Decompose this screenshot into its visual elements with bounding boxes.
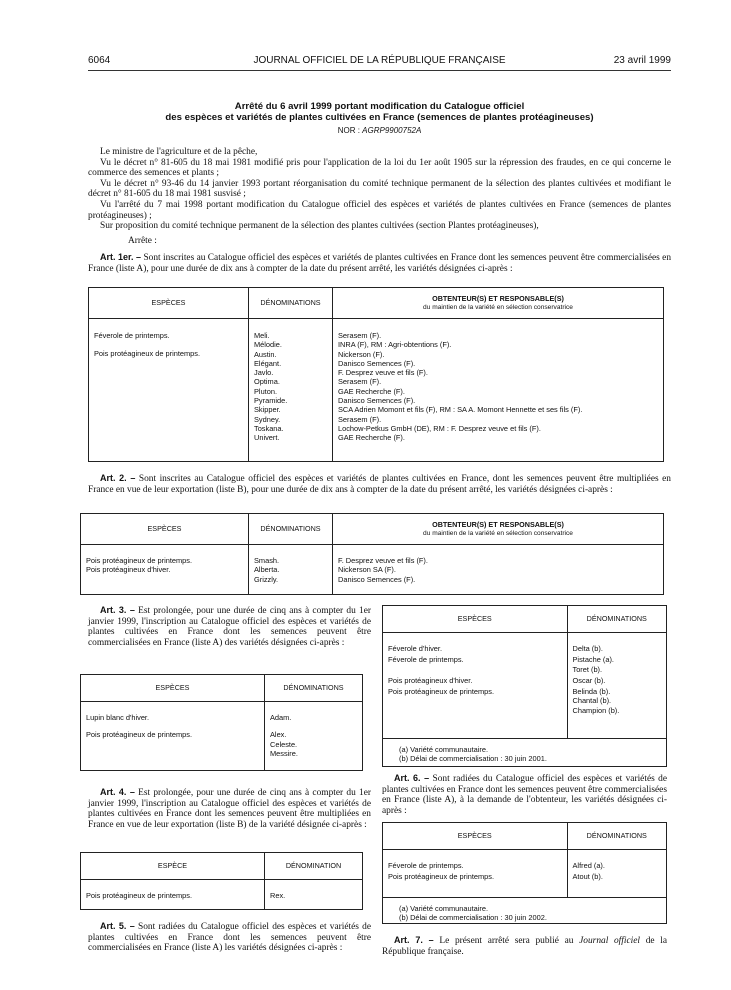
article-3-text: Est prolongée, pour une durée de cinq ans à compter du 1er janvier 1999, l'inscription au Catalogue officiel des espèces et variétés de plantes cultivées en France dont les semences peuvent être commercialisées en France (liste A) des variétés désignées ci-après : [88, 606, 372, 648]
preamble-proposition: Sur proposition du comité technique permanent de la sélection des plantes cultivées (section Plantes protéagineuses), [100, 221, 539, 232]
footnote-b: (b) Délai de commercialisation : 30 juin 2001. [399, 754, 547, 763]
article-5 [88, 921, 371, 954]
preamble [88, 147, 671, 275]
decree-title [88, 101, 671, 123]
obtenteur-subtitle: du maintien de la variété en sélection conservatrice [423, 530, 573, 537]
table-article-3 [80, 674, 363, 771]
denomination: Grizzly. [254, 574, 279, 584]
species: Féverole de printemps. [388, 655, 464, 665]
header-rule [88, 70, 671, 71]
denomination: Pyramide. [254, 396, 288, 406]
species-pois-hiver: Pois protéagineux d'hiver. [86, 565, 171, 575]
obtenteur: Lochow-Petkus GmbH (DE), RM : F. Desprez veuve et fils (F). [338, 423, 541, 433]
article-1 [88, 252, 671, 274]
col-header-denomination: DÉNOMINATION [265, 853, 363, 880]
species-pois: Pois protéagineux de printemps. [86, 730, 192, 740]
article-7-text-before: Le présent arrêté sera publié au [439, 936, 574, 946]
denomination: Messire. [270, 748, 298, 758]
obtenteur: Serasem (F). [338, 377, 382, 387]
table-article-4 [80, 852, 363, 910]
col-header-espece: ESPÈCE [81, 853, 265, 880]
nor-value: AGRP9900752A [362, 126, 422, 135]
preamble-vu-2: Vu le décret n° 93-46 du 14 janvier 1993 portant réorganisation du comité technique permanent de la sélection des plantes cultivées et modifiant le décret n° 81-605 du 18 mai 1981 susvisé ; [88, 178, 671, 200]
col-header-denominations: DÉNOMINATIONS [567, 823, 666, 850]
article-3 [88, 605, 371, 648]
article-2 [88, 473, 671, 495]
denomination: Optima. [254, 377, 280, 387]
article-7 [382, 935, 667, 957]
col-header-obtenteur [333, 514, 664, 545]
article-7-journal: Journal officiel [579, 936, 641, 946]
journal-title: JOURNAL OFFICIEL DE LA RÉPUBLIQUE FRANÇAISE [253, 55, 506, 66]
denomination: Delta (b). [572, 644, 603, 653]
obtenteur: Serasem (F). [338, 414, 382, 424]
species: Pois protéagineux d'hiver. [388, 675, 473, 685]
article-4-label: Art. 4. – [100, 787, 135, 797]
denomination: Smash. [254, 556, 280, 565]
col-header-denominations: DÉNOMINATIONS [249, 514, 333, 545]
denomination: Champion (b). [572, 705, 620, 715]
obtenteur: Serasem (F). [338, 331, 382, 340]
obtenteur: Danisco Semences (F). [338, 396, 416, 406]
article-6-text: Sont radiées du Catalogue officiel des espèces et variétés de plantes cultivées en France dont les semences peuvent être commercialisées en France (liste A), à la demande de l'obtenteur, les variétés désignées ci-après : [382, 774, 668, 816]
col-header-especes: ESPÈCES [383, 606, 567, 633]
col-header-obtenteur [333, 288, 664, 319]
article-2-label: Art. 2. – [100, 473, 136, 483]
article-2-text: Sont inscrites au Catalogue officiel des espèces et variétés de plantes cultivées en France, dont les semences peuvent être multipliées en France en vue de leur exportation (liste B), pour une durée de dix ans à compter de la date du présent arrêté, les variétés désignées ci-après : [88, 474, 671, 495]
obtenteur-subtitle: du maintien de la variété en sélection conservatrice [423, 304, 573, 311]
species-cell [89, 319, 249, 462]
denomination-cell [249, 319, 333, 462]
denomination: Alberta. [254, 565, 280, 575]
denomination-cell [249, 545, 333, 595]
table-article-6 [382, 822, 667, 924]
denomination: Pistache (a). [572, 655, 614, 665]
table-article-2 [80, 513, 664, 595]
table-article-6-grid [383, 823, 666, 897]
article-3-label: Art. 3. – [100, 605, 135, 615]
denomination: Oscar (b). [572, 675, 606, 685]
article-1-label: Art. 1er. – [100, 252, 142, 263]
article-5-text: Sont radiées du Catalogue officiel des espèces et variétés de plantes cultivées en France dont les semences peuvent être commercialisées en France (liste A) les variétés désignées ci-après : [88, 922, 372, 954]
obtenteur: INRA (F), RM : Agri-obtentions (F). [338, 340, 452, 350]
obtenteur: Nickerson SA (F). [338, 565, 396, 575]
denomination-cell [265, 702, 363, 771]
denomination: Belinda (b). [572, 687, 611, 697]
denomination: Toskana. [254, 423, 284, 433]
denomination: Univert. [254, 433, 280, 443]
obtenteur: F. Desprez veuve et fils (F). [338, 368, 428, 378]
obtenteur: Danisco Semences (F). [338, 358, 416, 368]
denomination: Mélodie. [254, 340, 282, 350]
species: Féverole de printemps. [388, 861, 464, 870]
article-1-text: Sont inscrites au Catalogue officiel des espèces et variétés de plantes cultivées en France dont les semences peuvent être commercialisées en France (liste A), pour une durée de dix ans à compter de la date du présent arrêté, les variétés désignées ci-après : [88, 253, 672, 274]
nor-reference [88, 126, 671, 135]
col-header-especes: ESPÈCES [81, 675, 265, 702]
denomination: Toret (b). [572, 664, 603, 674]
species-feverole: Féverole de printemps. [94, 331, 170, 340]
denomination: Celeste. [270, 739, 298, 749]
species-pois-printemps: Pois protéagineux de printemps. [86, 556, 192, 565]
obtenteur-title: OBTENTEUR(S) ET RESPONSABLE(S) [432, 293, 564, 303]
obtenteur: SCA Adrien Momont et fils (F), RM : SA A. Momont Hennette et ses fils (F). [338, 405, 583, 415]
obtenteur: Danisco Semences (F). [338, 574, 416, 584]
denomination: Javlo. [254, 368, 274, 378]
preamble-vu-3: Vu l'arrêté du 7 mai 1998 portant modification du Catalogue officiel des espèces et variétés de plantes cultivées en France (semences de plantes protéagineuses) ; [88, 199, 671, 221]
article-6 [382, 773, 667, 816]
denomination: Skipper. [254, 405, 281, 415]
denomination: Chantal (b). [572, 696, 612, 706]
obtenteur: GAE Recherche (F). [338, 386, 405, 396]
preamble-vu-1: Vu le décret n° 81-605 du 18 mai 1981 modifié pris pour l'application de la loi du 1er août 1905 sur la répression des fraudes, en ce qui concerne le commerce des semences et plants ; [88, 157, 671, 179]
article-4 [88, 787, 371, 830]
col-header-especes: ESPÈCES [383, 823, 567, 850]
obtenteur-title: OBTENTEUR(S) ET RESPONSABLE(S) [432, 519, 564, 529]
page-number: 6064 [88, 55, 111, 66]
species-cell [383, 850, 567, 898]
issue-date: 23 avril 1999 [613, 55, 671, 66]
denomination-cell: Rex. [270, 891, 286, 900]
denomination: Pluton. [254, 386, 278, 396]
table-6-footnotes [383, 897, 666, 927]
page-header [88, 55, 671, 69]
article-7-label: Art. 7. – [394, 935, 434, 945]
denomination: Atout (b). [572, 872, 603, 882]
article-7-text-after: de la République française. [382, 936, 668, 957]
table-article-1 [88, 287, 664, 462]
obtenteur: F. Desprez veuve et fils (F). [338, 556, 428, 565]
table-article-5-grid [383, 606, 666, 738]
table-5-footnotes [383, 738, 666, 768]
article-4-text: Est prolongée, pour une durée de cinq ans à compter du 1er janvier 1999, l'inscription au Catalogue officiel des espèces et variétés de plantes cultivées en France dont les semences peuvent être multipliées en France en vue de leur exportation (liste B) de la variété désignée ci-après : [88, 788, 372, 830]
denomination: Alfred (a). [572, 861, 605, 870]
species-lupin: Lupin blanc d'hiver. [86, 713, 150, 722]
denomination: Adam. [270, 713, 292, 722]
species-pois: Pois protéagineux de printemps. [94, 349, 200, 359]
article-5-label: Art. 5. – [100, 921, 135, 931]
footnote-b: (b) Délai de commercialisation : 30 juin 2002. [399, 913, 547, 922]
denomination: Austin. [254, 349, 277, 359]
footnote-a: (a) Variété communautaire. [399, 745, 488, 754]
footnote-a: (a) Variété communautaire. [399, 904, 488, 913]
col-header-especes: ESPÈCES [81, 514, 249, 545]
col-header-especes: ESPÈCES [89, 288, 249, 319]
col-header-denominations: DÉNOMINATIONS [249, 288, 333, 319]
preamble-minister: Le ministre de l'agriculture et de la pêche, [100, 147, 258, 157]
denomination: Elégant. [254, 358, 282, 368]
obtenteur: GAE Recherche (F). [338, 433, 405, 443]
obtenteur-cell [333, 545, 664, 595]
col-header-denominations: DÉNOMINATIONS [567, 606, 666, 633]
obtenteur-cell [333, 319, 664, 462]
obtenteur: Nickerson (F). [338, 349, 385, 359]
nor-label: NOR : [337, 126, 360, 135]
species-cell: Pois protéagineux de printemps. [81, 880, 265, 910]
denomination-cell [567, 850, 666, 898]
decree-title-line2: des espèces et variétés de plantes cultivées en France (semences de plantes protéagineuses) [165, 112, 594, 123]
species-cell [81, 545, 249, 595]
table-article-5 [382, 605, 667, 767]
denomination-cell [567, 633, 666, 739]
denomination: Sydney. [254, 414, 281, 424]
denomination: Meli. [254, 331, 270, 340]
species: Pois protéagineux de printemps. [388, 872, 494, 882]
species: Féverole d'hiver. [388, 644, 442, 653]
col-header-denominations: DÉNOMINATIONS [265, 675, 363, 702]
decree-title-line1: Arrêté du 6 avril 1999 portant modification du Catalogue officiel [234, 101, 525, 112]
species: Pois protéagineux de printemps. [388, 686, 494, 696]
species-cell [81, 702, 265, 771]
denomination: Alex. [270, 730, 287, 740]
arrete-word: Arrête : [128, 235, 157, 246]
article-6-label: Art. 6. – [394, 773, 430, 783]
species-cell [383, 633, 567, 739]
